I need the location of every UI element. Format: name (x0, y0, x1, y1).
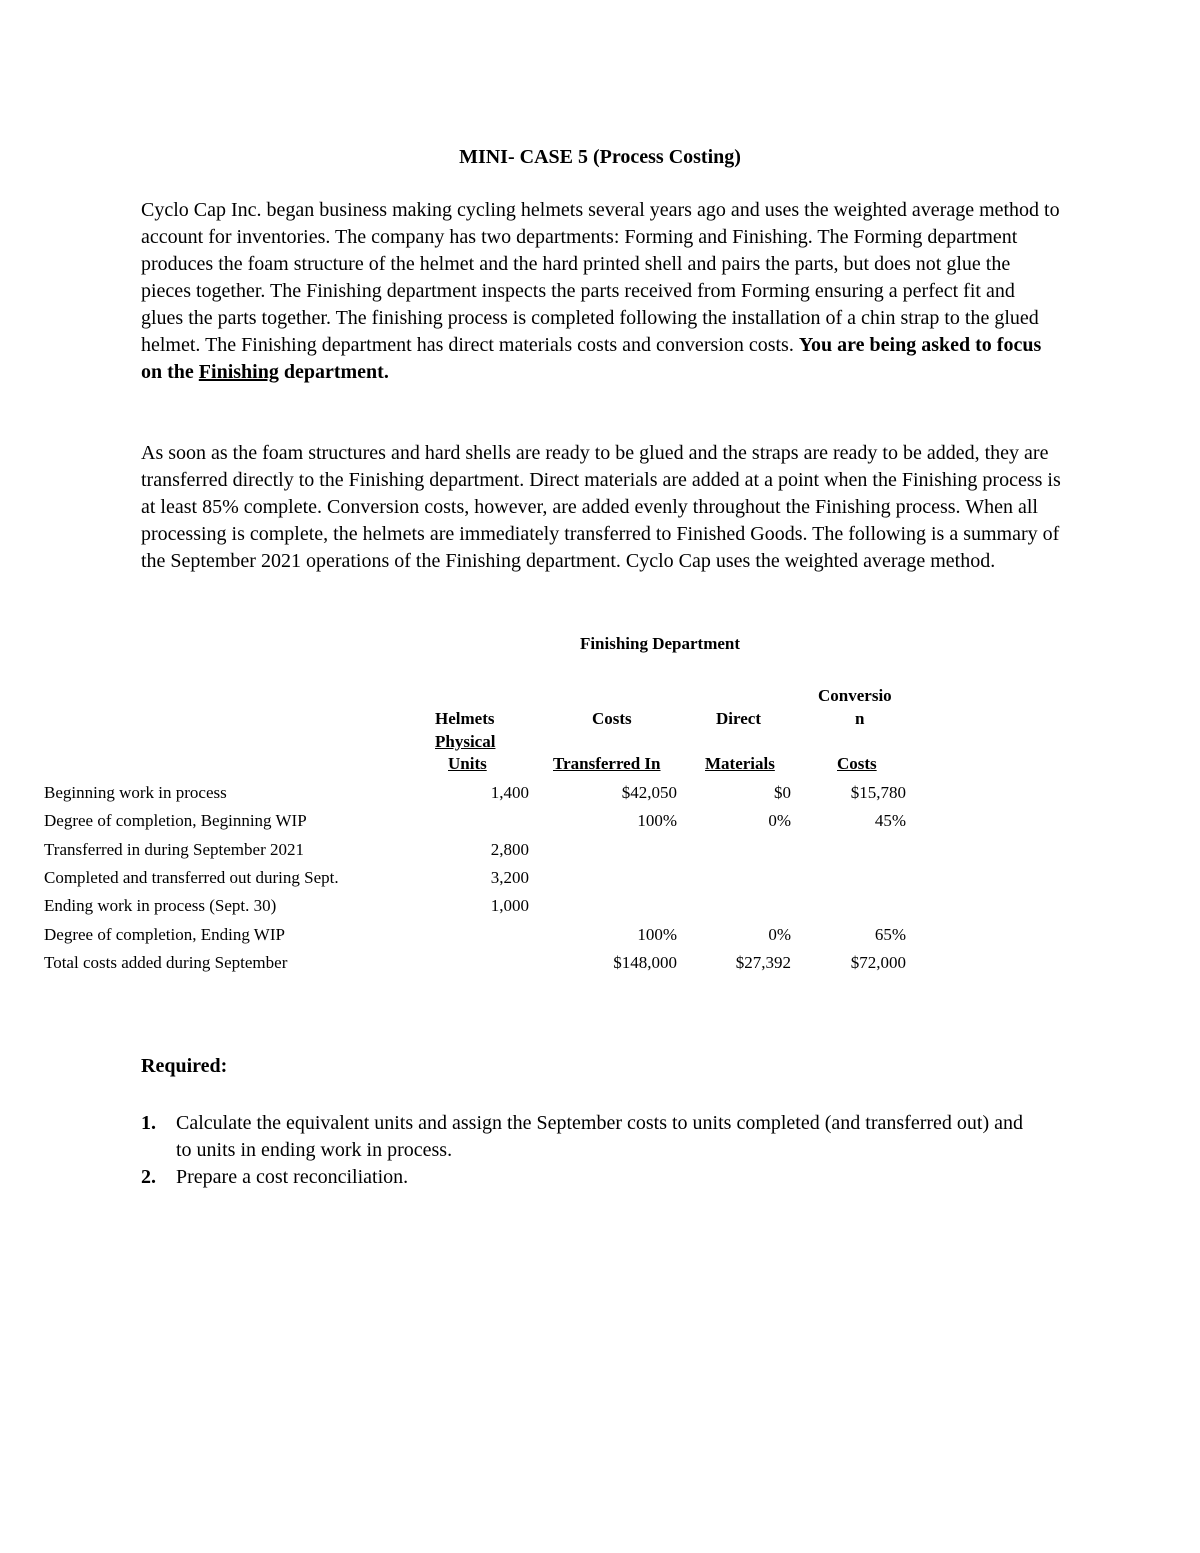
table-row (44, 892, 906, 920)
focus-instruction-underlined: Finishing (198, 361, 279, 383)
cell-units (439, 920, 529, 948)
cell-transferred-in: 100% (637, 924, 677, 944)
cell-units (439, 949, 529, 977)
cell-conversion: 45% (874, 811, 906, 831)
process-paragraph: As soon as the foam structures and hard shells are ready to be glued and the straps are ready to be added, they are transferred directly to the Finishing department. Direct materials are added at a point when the Finishing process is at least 85% complete. Conversion costs, however, are added evenly throughout the Finishing process. When all processing is complete, the helmets are immediately transferred to Finished Goods. The following is a summary of the September 2021 operations of the Finishing department. Cyclo Cap uses the weighted average method. (141, 442, 1061, 572)
header-units-line2: Physical (435, 732, 496, 751)
row-label: Degree of completion, Ending WIP (44, 924, 285, 944)
cell-units: 1,000 (490, 896, 529, 916)
table-row (44, 836, 906, 864)
cell-transferred-in: $42,050 (621, 783, 677, 803)
cell-direct-materials: $0 (774, 783, 791, 803)
header-transferred-in-line2: Transferred In (553, 754, 661, 773)
document-title: MINI- CASE 5 (Process Costing) (459, 146, 741, 168)
required-item-number: 2. (141, 1166, 156, 1188)
cell-direct-materials (677, 864, 791, 892)
required-item-text: Prepare a cost reconciliation. (176, 1166, 409, 1188)
cell-conversion (791, 864, 906, 892)
header-conversion-line1b: n (855, 709, 865, 728)
cell-units: 2,800 (490, 839, 529, 859)
row-label: Total costs added during September (44, 952, 288, 972)
cell-conversion (791, 836, 906, 864)
cell-direct-materials: 0% (768, 811, 791, 831)
cell-conversion: 65% (874, 924, 906, 944)
row-label: Degree of completion, Beginning WIP (44, 811, 307, 831)
focus-instruction-b: department. (278, 361, 389, 383)
cell-transferred-in: $148,000 (613, 952, 677, 972)
header-direct-materials-line2: Materials (705, 754, 775, 773)
required-item-text: Calculate the equivalent units and assign the September costs to units completed (and transferred out) and to units in ending work in process. (176, 1112, 1023, 1161)
table-row (44, 949, 906, 977)
required-heading: Required: (141, 1055, 228, 1077)
header-transferred-in-line1: Costs (592, 709, 632, 728)
table-row (44, 864, 906, 892)
row-label: Transferred in during September 2021 (44, 839, 304, 859)
cell-conversion (791, 892, 906, 920)
required-item-number: 1. (141, 1112, 156, 1134)
row-label: Beginning work in process (44, 783, 227, 803)
header-direct-materials-line1: Direct (716, 709, 761, 728)
table-row (44, 779, 906, 807)
cell-transferred-in (529, 892, 677, 920)
intro-paragraph (141, 197, 1061, 386)
cell-direct-materials: 0% (768, 924, 791, 944)
intro-paragraph-text: Cyclo Cap Inc. began business making cycling helmets several years ago and uses the weighted average method to account for inventories. The company has two departments: Forming and Finishing. The Forming department produces the foam structure of the helmet and the hard printed shell and pairs the parts, but does not glue the pieces together. The Finishing department inspects the parts received from Forming ensuring a perfect fit and glues the parts together. The finishing process is completed following the installation of a chin strap to the glued helmet. The Finishing department has direct materials costs and conversion costs. (141, 199, 1060, 356)
header-conversion-line1a: Conversio (818, 686, 892, 705)
cell-transferred-in: 100% (637, 811, 677, 831)
cell-units: 3,200 (490, 868, 529, 888)
cell-transferred-in (529, 864, 677, 892)
finishing-department-table (44, 779, 906, 977)
cell-direct-materials (677, 836, 791, 864)
table-row (44, 920, 906, 948)
cell-units: 1,400 (490, 783, 529, 803)
cell-conversion: $72,000 (850, 952, 906, 972)
table-title: Finishing Department (579, 634, 741, 653)
header-units-line3: Units (448, 754, 487, 773)
cell-direct-materials (677, 892, 791, 920)
row-label: Completed and transferred out during Sept. (44, 868, 339, 888)
cell-units (439, 807, 529, 835)
focus-instruction-a: You are being asked to focus on the (141, 334, 1042, 383)
cell-direct-materials: $27,392 (735, 952, 791, 972)
cell-conversion: $15,780 (850, 783, 906, 803)
row-label: Ending work in process (Sept. 30) (44, 896, 277, 916)
header-units-line1: Helmets (435, 709, 495, 728)
cell-transferred-in (529, 836, 677, 864)
table-row (44, 807, 906, 835)
header-conversion-line2: Costs (837, 754, 877, 773)
